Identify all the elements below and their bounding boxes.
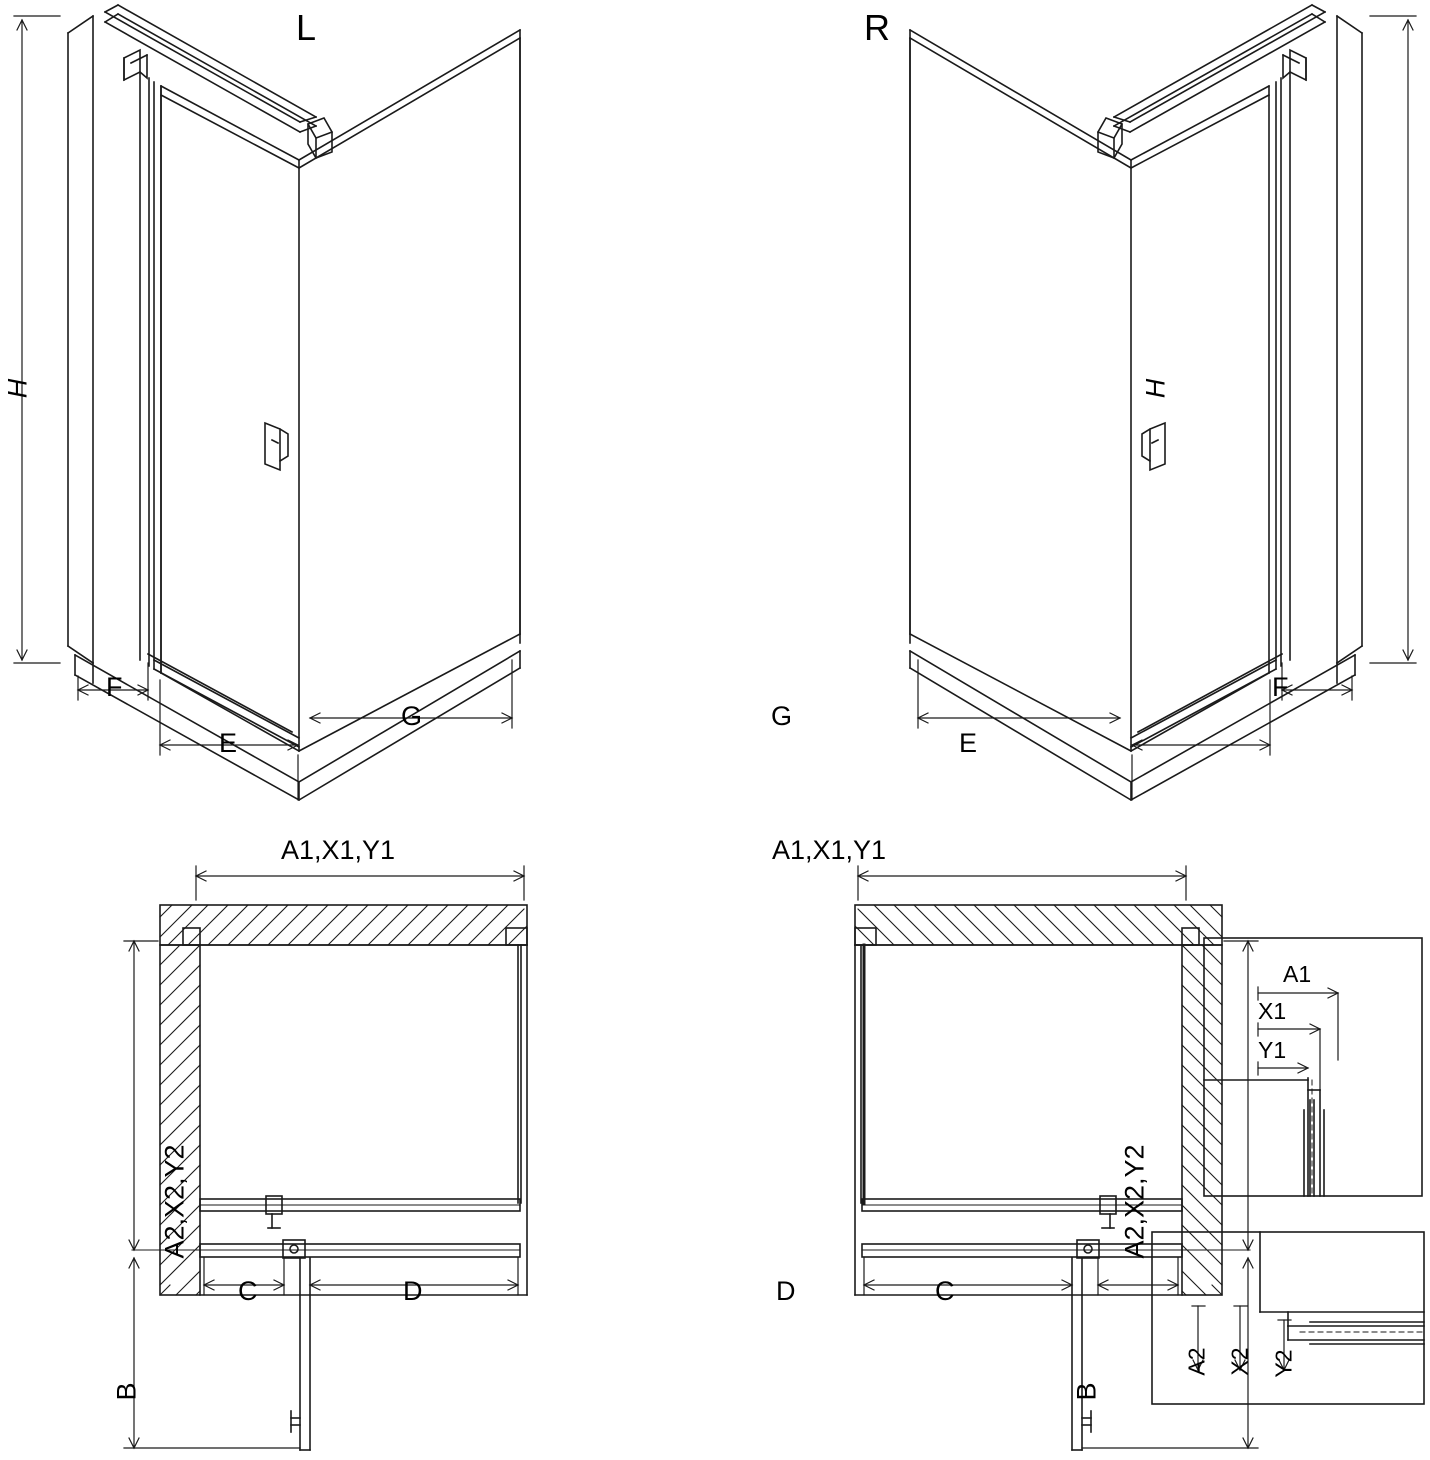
iso-left-enclosure	[68, 5, 520, 800]
detail-top	[1204, 938, 1422, 1196]
plan-right-side-dim: A2,X2,Y2	[1119, 1144, 1150, 1259]
iso-left-dim-f: F	[106, 672, 123, 702]
detail-top-dim-x1: X1	[1258, 998, 1287, 1024]
plan-right-dim-d: D	[776, 1276, 796, 1306]
plan-left-dim-b: B	[111, 1382, 142, 1401]
plan-right-top-dim: A1,X1,Y1	[772, 835, 887, 865]
detail-top-dim-a1: A1	[1283, 961, 1312, 987]
iso-right-dim-f: F	[1272, 672, 1289, 702]
iso-left-dim-e: E	[219, 728, 238, 758]
plan-left	[132, 905, 527, 1450]
plan-right-dim-c: C	[935, 1276, 955, 1306]
detail-bottom	[1152, 1232, 1424, 1404]
detail-bottom-dim-x2: X2	[1226, 1347, 1253, 1376]
iso-left-dim-g: G	[401, 701, 423, 731]
iso-left-height-label: H	[2, 378, 33, 399]
detail-bottom-dim-a2: A2	[1183, 1347, 1210, 1376]
detail-top-dim-y1: Y1	[1258, 1037, 1287, 1063]
iso-right-enclosure	[910, 5, 1362, 800]
view-title-right: R	[864, 7, 890, 48]
plan-right-dim-b: B	[1071, 1382, 1102, 1401]
view-title-left: L	[296, 7, 317, 48]
detail-bottom-dim-y2: Y2	[1270, 1349, 1297, 1378]
iso-right-height-label: H	[1140, 378, 1171, 399]
plan-left-dim-d: D	[403, 1276, 423, 1306]
plan-left-top-dim: A1,X1,Y1	[281, 835, 396, 865]
plan-left-dim-c: C	[238, 1276, 258, 1306]
plan-left-side-dim: A2,X2,Y2	[159, 1144, 190, 1259]
iso-right-dim-g: G	[771, 701, 793, 731]
iso-right-dim-e: E	[959, 728, 978, 758]
